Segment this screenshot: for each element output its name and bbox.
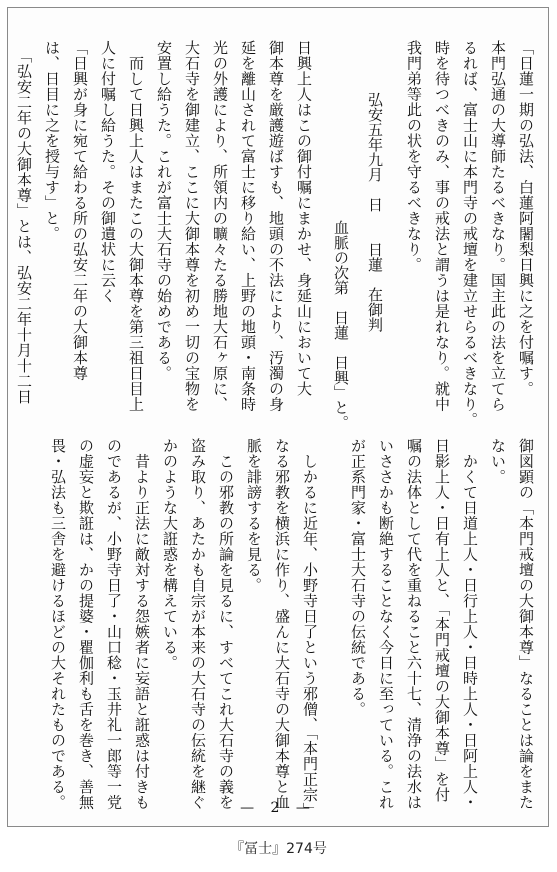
document-page bbox=[7, 7, 549, 827]
text-line: のであるが、小野寺日了・山口稔・玉井礼一郎等一党 bbox=[105, 438, 123, 810]
text-line: 大石寺を御建立、ここに大御本尊を初め一切の宝物を bbox=[183, 40, 201, 412]
text-line: 時を待つべきのみ、事の戒法と謂うは是れなり。就中 bbox=[433, 40, 451, 412]
text-line: 嘱の法体として代を重ねること六十七、清浄の法水は bbox=[405, 438, 423, 810]
text-line: 御本尊を厳護遊ばすも、地頭の不法により、汚濁の身 bbox=[267, 40, 285, 412]
text-line: いささかも断絶することなく今日に至っている。これ bbox=[377, 438, 395, 810]
text-line: ない。 bbox=[489, 438, 507, 485]
text-line: 延を離山されて富士に移り給い、上野の地頭・南条時 bbox=[239, 40, 257, 412]
page-number: — 2 — bbox=[240, 800, 316, 816]
text-line: 光の外護により、所領内の曠々たる勝地大石ヶ原に、 bbox=[211, 40, 229, 412]
signature-date: 弘安五年九月 日 日蓮 在御判 bbox=[366, 92, 384, 332]
text-line: 而して日興上人はまたこの大御本尊を第三祖日目上 bbox=[127, 40, 145, 412]
lower-left-block bbox=[44, 438, 324, 818]
text-line: 昔より正法に敵対する怨嫉者に妄語と誑惑は付きも bbox=[133, 438, 151, 810]
text-line: かくて日道上人・日行上人・日時上人・日阿上人・ bbox=[461, 438, 479, 810]
text-line: 日興上人はこの御付嘱にまかせ、身延山において大 bbox=[295, 40, 313, 397]
text-line: この邪教の所論を見るに、すべてこれ大石寺の義を bbox=[217, 438, 235, 810]
lineage-line: 血脈の次第 日蓮 日興」と。 bbox=[332, 220, 350, 430]
text-line: が正系門家・富士大石寺の伝統である。 bbox=[349, 438, 367, 717]
text-line: るれば、富士山に本門寺の戒壇を建立せらるべきなり。 bbox=[461, 40, 479, 428]
text-line: かのような大誑惑を構えている。 bbox=[161, 438, 179, 671]
lower-right-block bbox=[344, 438, 540, 808]
upper-body-block bbox=[10, 40, 318, 410]
text-line: 御図顕の「本門戒壇の大御本尊」なることは論をまた bbox=[517, 438, 535, 810]
text-line: 安置し給うた。これが富士大石寺の始めである。 bbox=[155, 40, 173, 381]
text-line: 我門弟等此の状を守るべきなり。 bbox=[405, 40, 423, 273]
text-line: 日影上人・日有上人と、「本門戒壇の大御本尊」を付 bbox=[433, 438, 451, 803]
text-line: 盗み取り、あたかも自宗が本来の大石寺の伝統を継ぐ bbox=[189, 438, 207, 810]
text-line: は、日目に之を授与す」と。 bbox=[43, 40, 61, 242]
text-line: 畏・弘法も三舎を避けるほどの大それたものである。 bbox=[49, 438, 67, 810]
text-line: 「日興が身に宛て給わる所の弘安二年の大御本尊 bbox=[71, 40, 89, 381]
upper-quote-block bbox=[400, 40, 540, 428]
text-line: しかるに近年、小野寺日了という邪僧、「本門正宗」 bbox=[301, 438, 319, 818]
text-line: 「日蓮一期の弘法、白蓮阿闍梨日興に之を付嘱す。 bbox=[517, 40, 535, 397]
text-line: 「弘安二年の大御本尊」とは、弘安二年十月十二日 bbox=[15, 40, 33, 405]
source-caption: 『冨士』274号 bbox=[230, 841, 327, 857]
text-line: の虚妄と欺誑は、かの提婆・瞿伽利も舌を巻き、善無 bbox=[77, 438, 95, 810]
text-line: 人に付嘱し給うた。その御遺状に云く bbox=[99, 40, 117, 304]
text-line: 本門弘通の大導師たるべきなり。国主此の法を立てら bbox=[489, 40, 507, 412]
text-line: なる邪教を横浜に作り、盛んに大石寺の大御本尊と血 bbox=[273, 438, 291, 810]
text-line: 脈を誹謗するを見る。 bbox=[245, 438, 263, 593]
